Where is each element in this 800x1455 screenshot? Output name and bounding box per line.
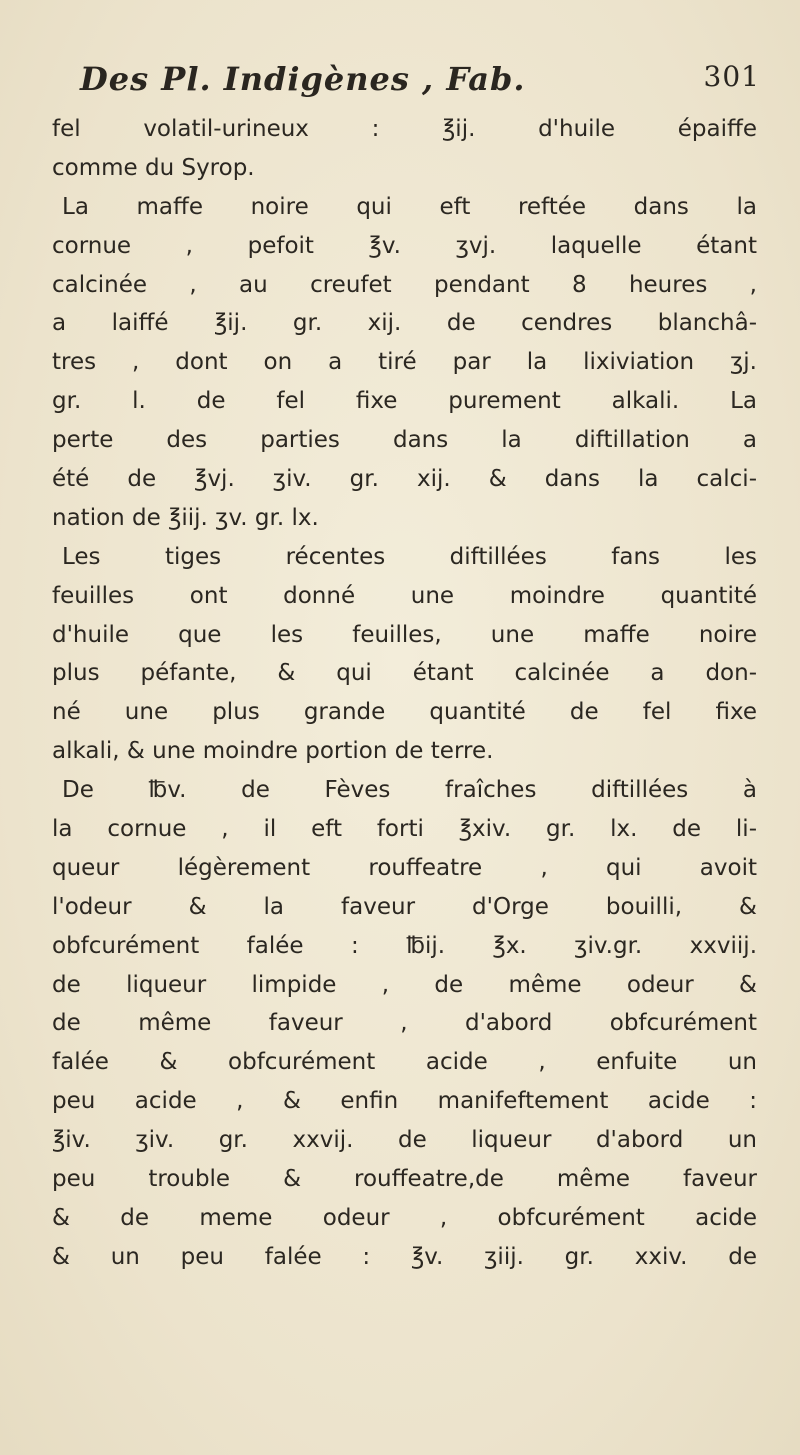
text-line: nation de ℥iij. ʒv. gr. lx. [52,504,319,531]
text-line: falée & obfcurément acide , enfuite un [52,1049,757,1076]
text-line: d'huile que les feuilles, une maffe noire [52,621,757,648]
text-line: & de meme odeur , obfcurément acide [52,1204,757,1231]
text-line: perte des parties dans la diftillation a [52,427,757,454]
text-line: cornue , pefoit ℥v. ʒvj. laquelle étant [52,232,757,259]
body-text [52,110,757,1277]
text-line: La maffe noire qui eft reftée dans la [62,193,757,220]
text-line: comme du Syrop. [52,154,255,181]
text-line: la cornue , il eft forti ℥xiv. gr. lx. de li- [52,816,757,843]
text-line: feuilles ont donné une moindre quantité [52,582,757,609]
running-title: Des Pl. Indigènes , Fab. [80,60,526,98]
text-line: & un peu falée : ℥v. ʒiij. gr. xxiv. de [52,1243,757,1270]
text-line: peu trouble & rouffeatre,de même faveur [52,1166,757,1193]
text-line: plus péfante, & qui étant calcinée a don- [52,660,757,687]
page-number: 301 [703,60,760,93]
text-line: de liqueur limpide , de même odeur & [52,971,757,998]
text-line: ℥iv. ʒiv. gr. xxvij. de liqueur d'abord un [52,1127,757,1154]
text-line: obfcurément falée : ℔ij. ℥x. ʒiv.gr. xxviij. [52,932,757,959]
text-line: né une plus grande quantité de fel fixe [52,699,757,726]
text-line: queur légèrement rouffeatre , qui avoit [52,854,757,881]
text-line: a laiffé ℥ij. gr. xij. de cendres blanchâ- [52,310,757,337]
text-line: calcinée , au creufet pendant 8 heures , [52,271,757,298]
text-line: peu acide , & enfin manifeftement acide : [52,1088,757,1115]
text-line: été de ℥vj. ʒiv. gr. xij. & dans la calci- [52,466,757,493]
text-line: alkali, & une moindre portion de terre. [52,738,494,765]
text-line: fel volatil-urineux : ℥ij. d'huile épaiffe [52,116,757,142]
text-line: tres , dont on a tiré par la lixiviation ʒj. [52,349,757,376]
text-line: gr. l. de fel fixe purement alkali. La [52,388,757,415]
text-line: De ℔v. de Fèves fraîches diftillées à [62,777,757,804]
text-line: l'odeur & la faveur d'Orge bouilli, & [52,893,757,920]
text-line: de même faveur , d'abord obfcurément [52,1010,757,1037]
text-line: Les tiges récentes diftillées fans les [62,543,757,570]
running-header [80,60,760,110]
